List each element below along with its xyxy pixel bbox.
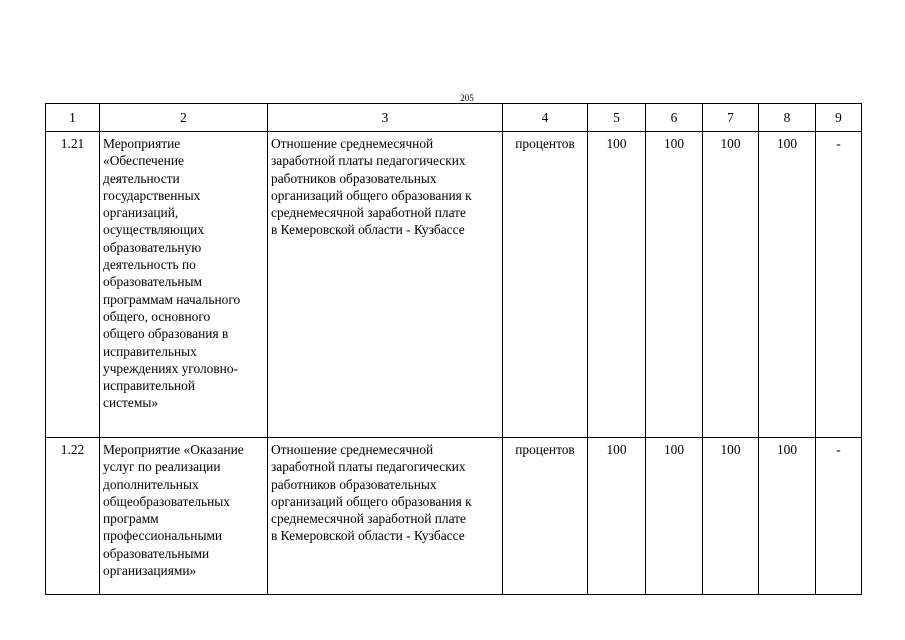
event-description: Мероприятие «Обеспечение деятельности государственных организаций, осуществляющих образовательную деятельность по образовательным программам начального общего, основного общего образования в исправительных учреждениях уголовно- исправительной системы» bbox=[100, 132, 268, 438]
row-number: 1.22 bbox=[46, 438, 100, 595]
column-header-5: 5 bbox=[588, 104, 646, 132]
value-col-5: 100 bbox=[588, 132, 646, 438]
page-number: 205 bbox=[460, 93, 474, 103]
value-col-6: 100 bbox=[646, 438, 703, 595]
row-number: 1.21 bbox=[46, 132, 100, 438]
program-table bbox=[45, 103, 862, 595]
column-header-7: 7 bbox=[703, 104, 759, 132]
value-col-8: 100 bbox=[759, 438, 816, 595]
column-header-4: 4 bbox=[503, 104, 588, 132]
unit-of-measure: процентов bbox=[503, 132, 588, 438]
value-col-6: 100 bbox=[646, 132, 703, 438]
event-description: Мероприятие «Оказание услуг по реализации дополнительных общеобразовательных программ профессиональными образовательными организациями» bbox=[100, 438, 268, 595]
value-col-9: - bbox=[816, 438, 862, 595]
unit-of-measure: процентов bbox=[503, 438, 588, 595]
value-col-8: 100 bbox=[759, 132, 816, 438]
value-col-9: - bbox=[816, 132, 862, 438]
column-header-3: 3 bbox=[268, 104, 503, 132]
column-header-1: 1 bbox=[46, 104, 100, 132]
value-col-7: 100 bbox=[703, 438, 759, 595]
table-row bbox=[46, 132, 862, 438]
column-header-8: 8 bbox=[759, 104, 816, 132]
table-row bbox=[46, 438, 862, 595]
header-row bbox=[46, 104, 862, 132]
value-col-5: 100 bbox=[588, 438, 646, 595]
value-col-7: 100 bbox=[703, 132, 759, 438]
column-header-6: 6 bbox=[646, 104, 703, 132]
column-header-9: 9 bbox=[816, 104, 862, 132]
column-header-2: 2 bbox=[100, 104, 268, 132]
indicator-description: Отношение среднемесячной заработной платы педагогических работников образовательных организаций общего образования к среднемесячной заработной плате в Кемеровской области - Кузбассе bbox=[268, 132, 503, 438]
indicator-description: Отношение среднемесячной заработной платы педагогических работников образовательных организаций общего образования к среднемесячной заработной плате в Кемеровской области - Кузбассе bbox=[268, 438, 503, 595]
